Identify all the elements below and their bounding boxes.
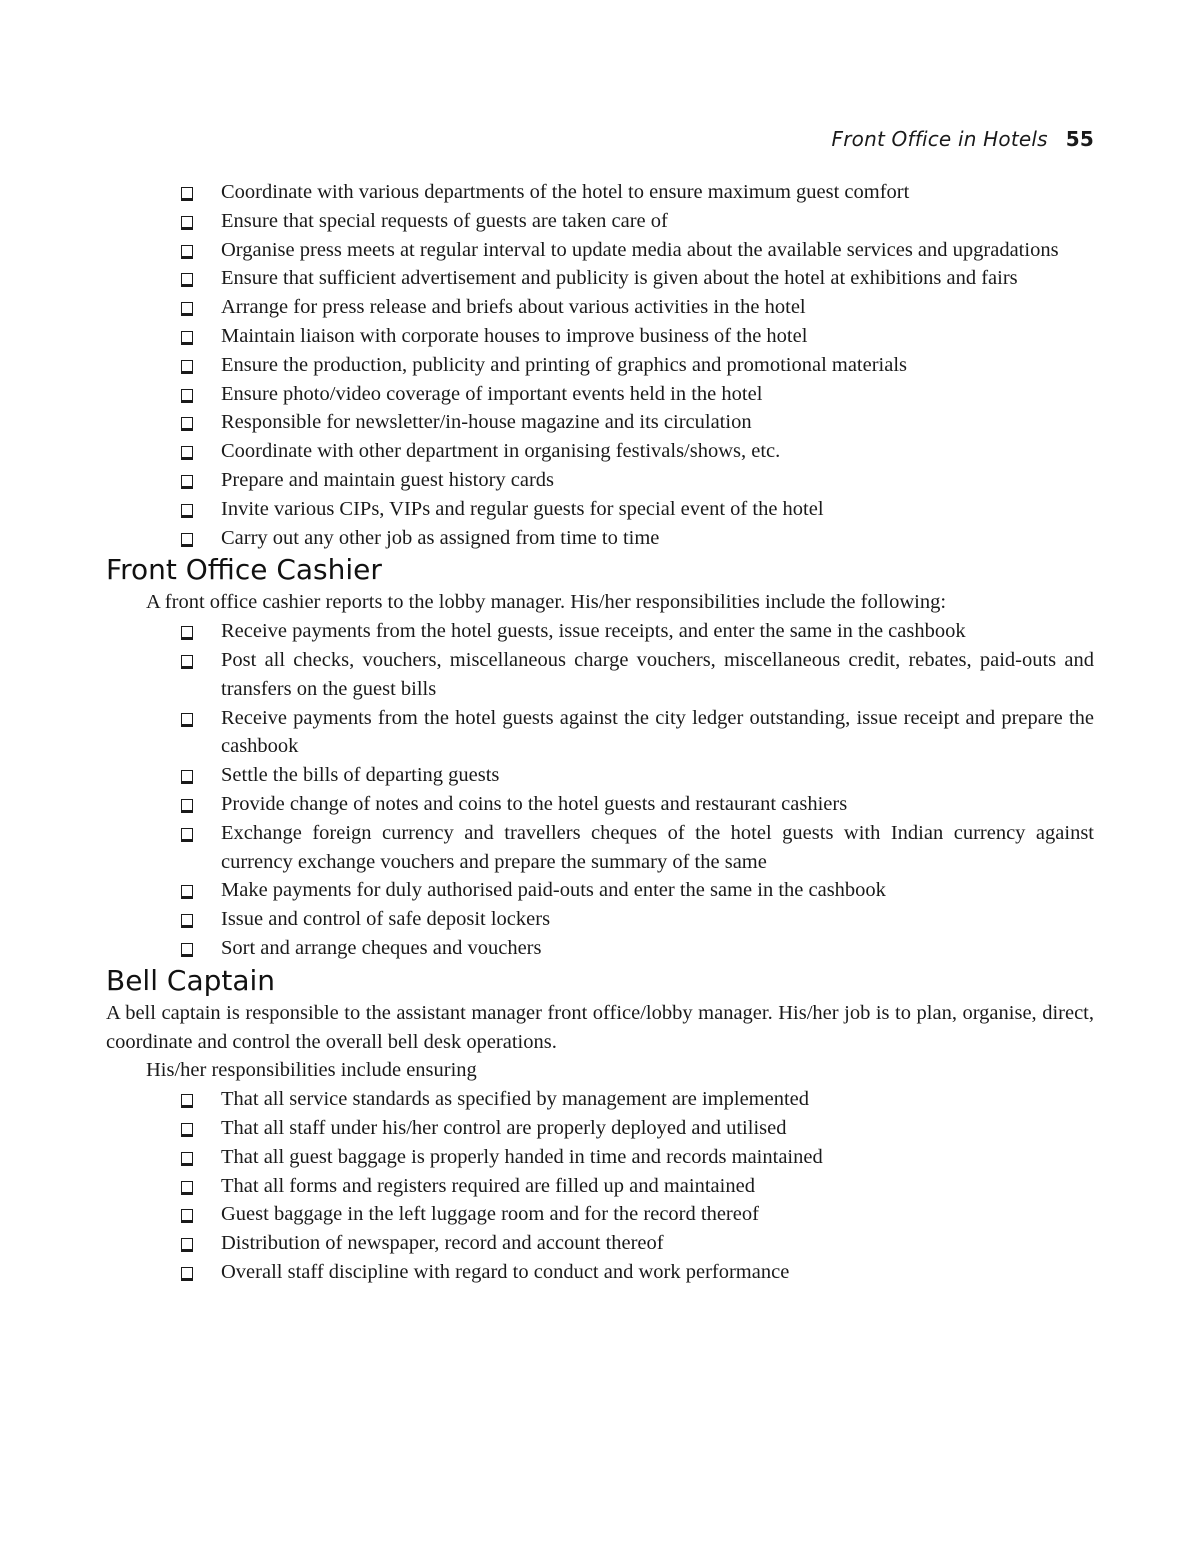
list-item — [221, 1172, 1094, 1201]
list-item-text: Coordinate with various departments of the hotel to ensure maximum guest comfort — [221, 181, 910, 203]
bell-captain-intro-2: His/her responsibilities include ensuring — [146, 1059, 477, 1082]
checkbox-bullet-icon — [181, 216, 193, 230]
section-heading-cashier: Front Office Cashier — [106, 553, 382, 587]
running-head-title: Front Office in Hotels — [831, 127, 1048, 151]
list-item — [221, 437, 1094, 466]
list-item — [221, 207, 1094, 236]
list-item-text: Make payments for duly authorised paid-outs and enter the same in the cashbook — [221, 879, 886, 902]
list-item — [221, 1200, 1094, 1229]
checkbox-bullet-icon — [181, 273, 193, 287]
checkbox-bullet-icon — [181, 655, 193, 669]
checkbox-bullet-icon — [181, 914, 193, 928]
bell-captain-intro: A bell captain is responsible to the assistant manager front office/lobby manager. His/her job is to plan, organise, direct, coordinate and control the overall bell desk operations. — [106, 1001, 1094, 1053]
checkbox-bullet-icon — [181, 1123, 193, 1137]
list-item-text: Receive payments from the hotel guests, issue receipts, and enter the same in the cashbook — [221, 620, 966, 643]
list-item — [221, 876, 1094, 905]
list-item — [221, 495, 1094, 524]
list-item — [221, 351, 1094, 380]
list-item-text: Ensure the production, publicity and printing of graphics and promotional materials — [221, 353, 908, 376]
list-item — [221, 1143, 1094, 1172]
list-item — [221, 704, 1094, 762]
checkbox-bullet-icon — [181, 187, 193, 201]
checkbox-bullet-icon — [181, 1181, 193, 1195]
list-item-text: Ensure that sufficient advertisement and publicity is given about the hotel at exhibitions and fairs — [221, 267, 1018, 290]
list-item-text: Ensure photo/video coverage of important events held in the hotel — [221, 382, 763, 405]
list-item-text: Carry out any other job as assigned from time to time — [221, 526, 660, 549]
list-item — [221, 293, 1094, 322]
list-item-text: Ensure that special requests of guests are taken care of — [221, 209, 668, 232]
list-item — [221, 646, 1094, 704]
list-item-text: Maintain liaison with corporate houses to improve business of the hotel — [221, 324, 808, 347]
list-item — [221, 617, 1094, 646]
list-item — [221, 322, 1094, 351]
list-item — [221, 264, 1094, 293]
list-item — [221, 1114, 1094, 1143]
list-item-text: That all staff under his/her control are properly deployed and utilised — [221, 1116, 787, 1139]
list-item — [221, 236, 1094, 265]
list-item-text: Coordinate with other department in organising festivals/shows, etc. — [221, 440, 781, 463]
cashier-intro: A front office cashier reports to the lobby manager. His/her responsibilities include the following: — [146, 591, 947, 614]
list-item — [221, 934, 1094, 963]
list-item-text: Overall staff discipline with regard to conduct and work performance — [221, 1260, 790, 1283]
checkbox-bullet-icon — [181, 626, 193, 640]
list-item — [221, 380, 1094, 409]
list-item — [221, 819, 1094, 877]
list-item — [221, 790, 1094, 819]
checkbox-bullet-icon — [181, 1152, 193, 1166]
checkbox-bullet-icon — [181, 770, 193, 784]
checkbox-bullet-icon — [181, 885, 193, 899]
list-item-text: Organise press meets at regular interval to update media about the available services and upgradations — [221, 238, 1059, 261]
checkbox-bullet-icon — [181, 389, 193, 403]
checkbox-bullet-icon — [181, 713, 193, 727]
responsibility-list-top — [106, 178, 1094, 552]
list-item-text: Sort and arrange cheques and vouchers — [221, 936, 542, 959]
section-heading-bell-captain: Bell Captain — [106, 963, 276, 997]
checkbox-bullet-icon — [181, 799, 193, 813]
list-item — [221, 1229, 1094, 1258]
list-item-text: Receive payments from the hotel guests against the city ledger outstanding, issue receipt and prepare the cashbook — [221, 706, 1094, 758]
page-content — [106, 178, 1094, 1287]
list-item-text: Arrange for press release and briefs about various activities in the hotel — [221, 296, 806, 319]
checkbox-bullet-icon — [181, 1267, 193, 1281]
checkbox-bullet-icon — [181, 360, 193, 374]
list-item-text: That all forms and registers required are filled up and maintained — [221, 1174, 755, 1197]
list-item-text: Post all checks, vouchers, miscellaneous charge vouchers, miscellaneous credit, rebates, paid-outs and transfers on the guest bills — [221, 648, 1094, 700]
checkbox-bullet-icon — [181, 828, 193, 842]
checkbox-bullet-icon — [181, 446, 193, 460]
checkbox-bullet-icon — [181, 475, 193, 489]
checkbox-bullet-icon — [181, 331, 193, 345]
list-item-text: Guest baggage in the left luggage room and for the record thereof — [221, 1203, 759, 1226]
list-item — [221, 178, 1094, 207]
checkbox-bullet-icon — [181, 1238, 193, 1252]
cashier-responsibility-list — [106, 617, 1094, 963]
list-item — [221, 408, 1094, 437]
list-item — [221, 1258, 1094, 1287]
checkbox-bullet-icon — [181, 533, 193, 547]
list-item-text: Exchange foreign currency and travellers cheques of the hotel guests with Indian currency against currency exchange vouchers and prepare the summary of the same — [221, 821, 1094, 873]
list-item-text: Provide change of notes and coins to the hotel guests and restaurant cashiers — [221, 792, 848, 815]
list-item-text: Responsible for newsletter/in-house magazine and its circulation — [221, 411, 752, 434]
list-item-text: Distribution of newspaper, record and account thereof — [221, 1232, 664, 1255]
checkbox-bullet-icon — [181, 943, 193, 957]
list-item-text: That all service standards as specified by management are implemented — [221, 1088, 810, 1111]
list-item-text: Prepare and maintain guest history cards — [221, 468, 555, 491]
list-item — [221, 524, 1094, 553]
list-item — [221, 1085, 1094, 1114]
checkbox-bullet-icon — [181, 1094, 193, 1108]
running-head — [832, 124, 1095, 154]
checkbox-bullet-icon — [181, 302, 193, 316]
list-item-text: Issue and control of safe deposit lockers — [221, 908, 551, 931]
checkbox-bullet-icon — [181, 417, 193, 431]
list-item-text: Settle the bills of departing guests — [221, 764, 500, 787]
list-item-text: Invite various CIPs, VIPs and regular guests for special event of the hotel — [221, 497, 824, 520]
list-item — [221, 761, 1094, 790]
checkbox-bullet-icon — [181, 1209, 193, 1223]
page-number: 55 — [1065, 127, 1094, 151]
list-item — [221, 466, 1094, 495]
checkbox-bullet-icon — [181, 504, 193, 518]
list-item — [221, 905, 1094, 934]
checkbox-bullet-icon — [181, 245, 193, 259]
list-item-text: That all guest baggage is properly handed in time and records maintained — [221, 1145, 823, 1168]
bell-captain-responsibility-list — [106, 1085, 1094, 1287]
